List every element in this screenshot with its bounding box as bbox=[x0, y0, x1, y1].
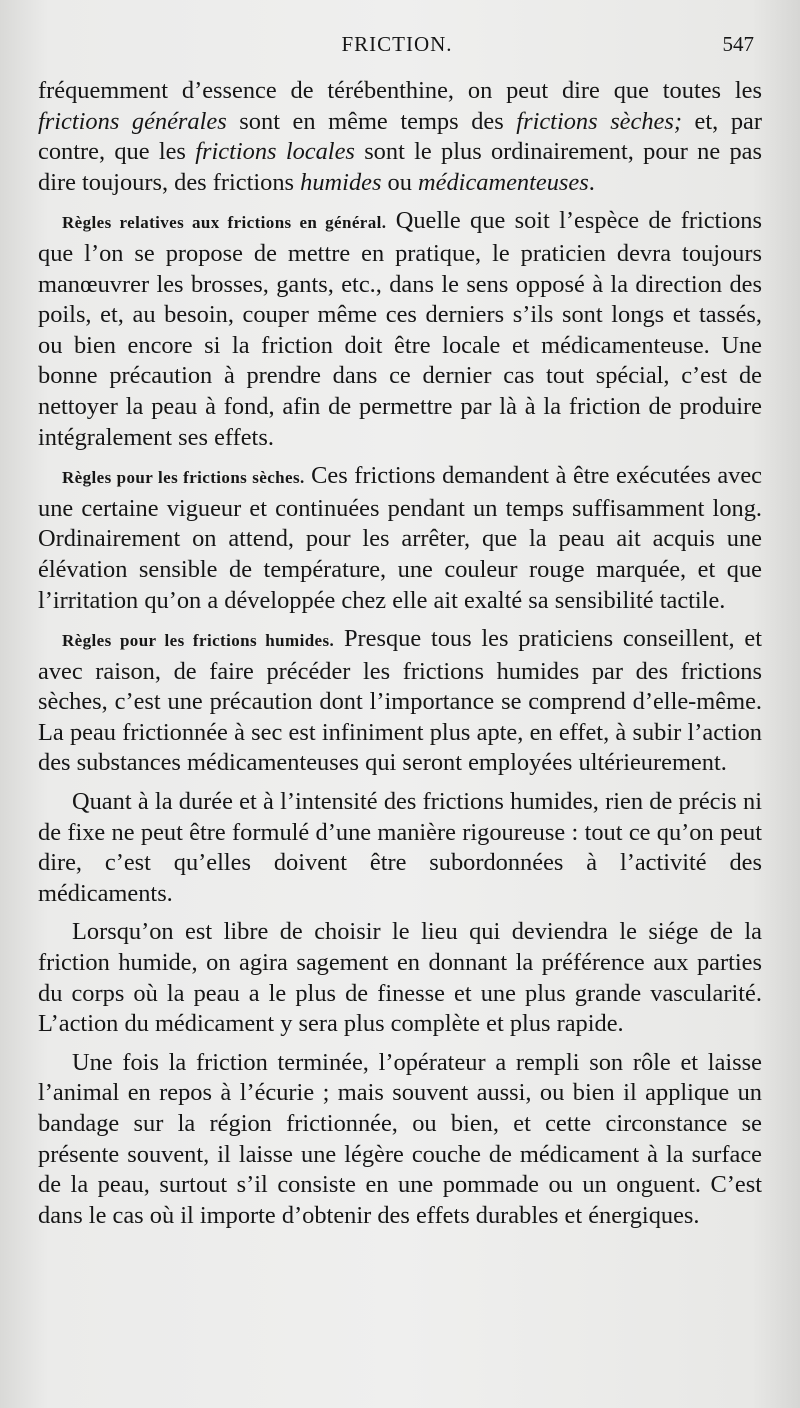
italic-term: frictions générales bbox=[38, 107, 227, 135]
italic-term: humides bbox=[300, 168, 382, 196]
paragraph-general-rules bbox=[38, 206, 762, 453]
paragraph-wet-rules bbox=[38, 624, 762, 779]
paragraph-text: Presque tous les praticiens conseillent, et avec raison, de faire précéder les frictions humides par des frictions sèches, c’est une précaution dont l’importance se comprend d’elle-même. La peau frictionnée à sec est infiniment plus apte, en effet, à subir l’action des substances médicamenteuses qui seront employées ultérieurement. bbox=[38, 625, 763, 777]
italic-term: frictions locales bbox=[195, 138, 355, 166]
page-header bbox=[40, 32, 754, 62]
text-run: et, par contre, que les bbox=[38, 107, 762, 166]
text-run: . bbox=[588, 168, 595, 196]
text-run: sont en même temps des bbox=[226, 107, 517, 135]
paragraph-text: Quelle que soit l’espèce de frictions que l’on se propose de mettre en pratique, le praticien devra toujours manœuvrer les brosses, gants, etc., dans le sens opposé à la direction des poils, et, au besoin, couper même ces derniers s’ils sont longs et tassés, ou bien encore si la friction doit être locale et médicamenteuse. Une bonne précaution à prendre dans ce dernier cas tout spécial, c’est de nettoyer la peau à fond, afin de permettre par là à la friction de produire intégralement ses effets. bbox=[38, 207, 762, 451]
italic-term: médicamenteuses bbox=[418, 168, 589, 196]
page-number: 547 bbox=[722, 32, 754, 56]
text-run: sont le plus ordinairement, pour ne pas dire toujours, des frictions bbox=[38, 138, 762, 196]
running-title: FRICTION. bbox=[341, 32, 453, 56]
text-run: ou bbox=[381, 168, 419, 196]
paragraph-continuation bbox=[38, 76, 762, 198]
paragraph-location: Lorsqu’on est libre de choisir le lieu qui deviendra le siége de la friction humide, on agira sagement en donnant la préférence aux parties du corps où la peau a le plus de finesse et une plus grande vascularité. L’action du médicament y sera plus complète et plus rapide. bbox=[38, 918, 762, 1038]
paragraph-dry-rules bbox=[38, 461, 762, 616]
text-run: fréquemment d’essence de térébenthine, on peut dire que toutes les bbox=[38, 77, 762, 104]
paragraph-after-friction: Une fois la friction terminée, l’opérateur a rempli son rôle et laisse l’animal en repos à l’écurie ; mais souvent aussi, ou bien il applique un bandage sur la région frictionnée, ou bien, et cette circonstance se présente souvent, il laisse une légère couche de médicament à la surface de la peau, surtout s’il consiste en une pommade ou un onguent. C’est dans le cas où il importe d’obtenir des effets durables et énergiques. bbox=[38, 1048, 762, 1229]
body-text bbox=[38, 76, 762, 1239]
italic-term: frictions sèches; bbox=[516, 107, 682, 135]
paragraph-duration: Quant à la durée et à l’intensité des frictions humides, rien de précis ni de fixe ne peut être formulé d’une manière rigoureuse : tout ce qu’on peut dire, c’est qu’elles doivent être subordonnées à l’activité des médicaments. bbox=[38, 788, 762, 907]
section-rubric: Règles relatives aux frictions en général. bbox=[62, 213, 387, 233]
paragraph-text: Ces frictions demandent à être exécutées avec une certaine vigueur et continuées pendant un temps suffisamment long. Ordinairement on attend, pour les arrêter, que la peau ait acquis une élévation sensible de température, une couleur rouge marquée, et que l’irritation qu’on a développée chez elle ait exalté sa sensibilité tactile. bbox=[38, 462, 762, 614]
section-rubric: Règles pour les frictions sèches. bbox=[62, 468, 305, 488]
section-rubric: Règles pour les frictions humides. bbox=[62, 631, 335, 651]
